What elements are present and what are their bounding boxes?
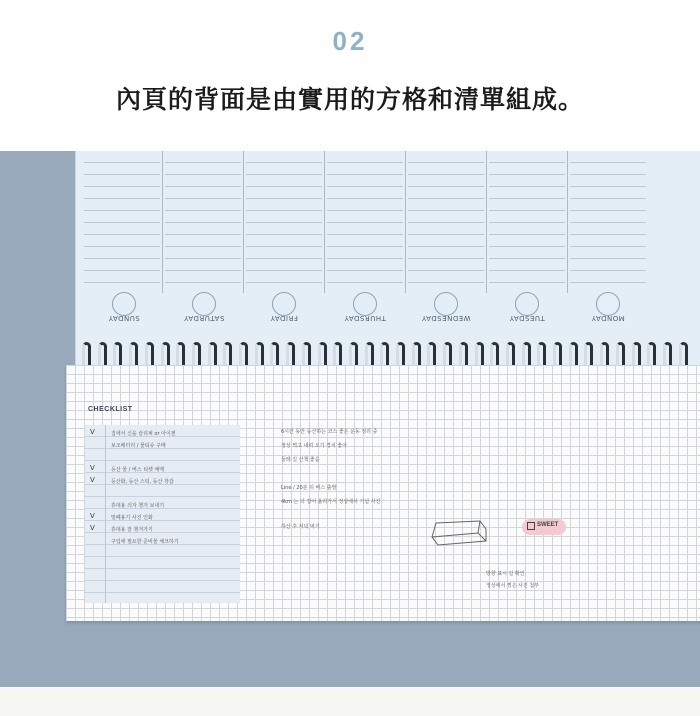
section-number: 02 xyxy=(332,26,368,56)
check-mark: V xyxy=(90,428,95,436)
sweet-sticker xyxy=(522,519,566,535)
column-divider xyxy=(405,151,406,293)
planner-photo xyxy=(0,151,700,716)
checklist-item: 구입에 필요한 준비물 체크하기 xyxy=(111,539,179,545)
handwritten-note: Line / 20분 뒤 버스 출발 xyxy=(281,485,337,491)
day-circle xyxy=(434,292,458,316)
day-column xyxy=(327,151,403,293)
day-column xyxy=(165,151,241,293)
day-circle xyxy=(112,292,136,316)
day-column xyxy=(84,151,160,293)
section-caption: 內頁的背面是由實用的方格和清單組成。 xyxy=(115,85,584,114)
day-circle xyxy=(515,292,539,316)
column-divider xyxy=(567,151,568,293)
checklist-box xyxy=(85,425,240,603)
handwritten-note: 정상 찍고 내려 오기 경치 좋아 xyxy=(281,443,347,449)
bottom-strip xyxy=(0,687,700,716)
day-circle xyxy=(272,292,296,316)
checklist-item: 휴대용 잘 챙겨가기 xyxy=(111,527,153,533)
sketch-drawing xyxy=(428,515,498,551)
day-label-tuesday: TUESDAY xyxy=(509,314,545,322)
sketch-note: 정상에서 찍은 사진 첨부 xyxy=(486,583,540,589)
column-divider xyxy=(324,151,325,293)
column-divider xyxy=(243,151,244,293)
handwritten-note: 4km 는 더 걸어 올라가서 정상에서 기념 사진 xyxy=(281,499,381,505)
weekly-columns xyxy=(84,151,654,293)
checklist-item: 보조배터리 / 물티슈 구매 xyxy=(111,443,166,449)
day-label-monday: MONDAY xyxy=(591,314,625,322)
sketch-note: 방향 표시 길 확인 xyxy=(486,571,525,577)
day-circle xyxy=(353,292,377,316)
checklist-item: 밀폐용기 사진 인화 xyxy=(111,515,153,521)
checklist-item: 집에서 신을 슬리퍼 or 아이젠 xyxy=(111,431,176,437)
day-label-saturday: SATURDAY xyxy=(183,314,225,322)
day-label-thursday: THURSDAY xyxy=(344,314,386,322)
checklist-divider xyxy=(105,425,106,603)
checklist-item: 휴대용 의자 챙겨 보내기 xyxy=(111,503,165,509)
sticker-label: SWEET xyxy=(537,522,559,528)
check-mark: V xyxy=(90,464,95,472)
checkbox-icon xyxy=(527,522,535,530)
check-mark: V xyxy=(90,476,95,484)
handwritten-note: 하산 후 저녁 먹기 xyxy=(281,524,320,530)
column-divider xyxy=(162,151,163,293)
day-column xyxy=(408,151,484,293)
handwritten-note: 둘레 길 산책 좋음 xyxy=(281,457,320,463)
checklist-title: CHECKLIST xyxy=(88,406,133,413)
day-column xyxy=(489,151,565,293)
day-circle xyxy=(192,292,216,316)
check-mark: V xyxy=(90,524,95,532)
checklist-item: 등산화, 등산 스틱, 등산 장갑 xyxy=(111,479,174,485)
checklist-item: 등산 물 / 버스 티켓 예매 xyxy=(111,467,165,473)
handwritten-note: 6시간 동안 등산하는 코스 좋은 운동 정리 중 xyxy=(281,429,378,435)
day-label-friday: FRIDAY xyxy=(270,314,298,322)
grid-page xyxy=(66,365,700,621)
day-column xyxy=(246,151,322,293)
day-label-wednesday: WEDNESDAY xyxy=(421,314,471,322)
check-mark: V xyxy=(90,512,95,520)
day-circle xyxy=(596,292,620,316)
day-column xyxy=(570,151,646,293)
day-label-sunday: SUNDAY xyxy=(108,314,140,322)
column-divider xyxy=(486,151,487,293)
